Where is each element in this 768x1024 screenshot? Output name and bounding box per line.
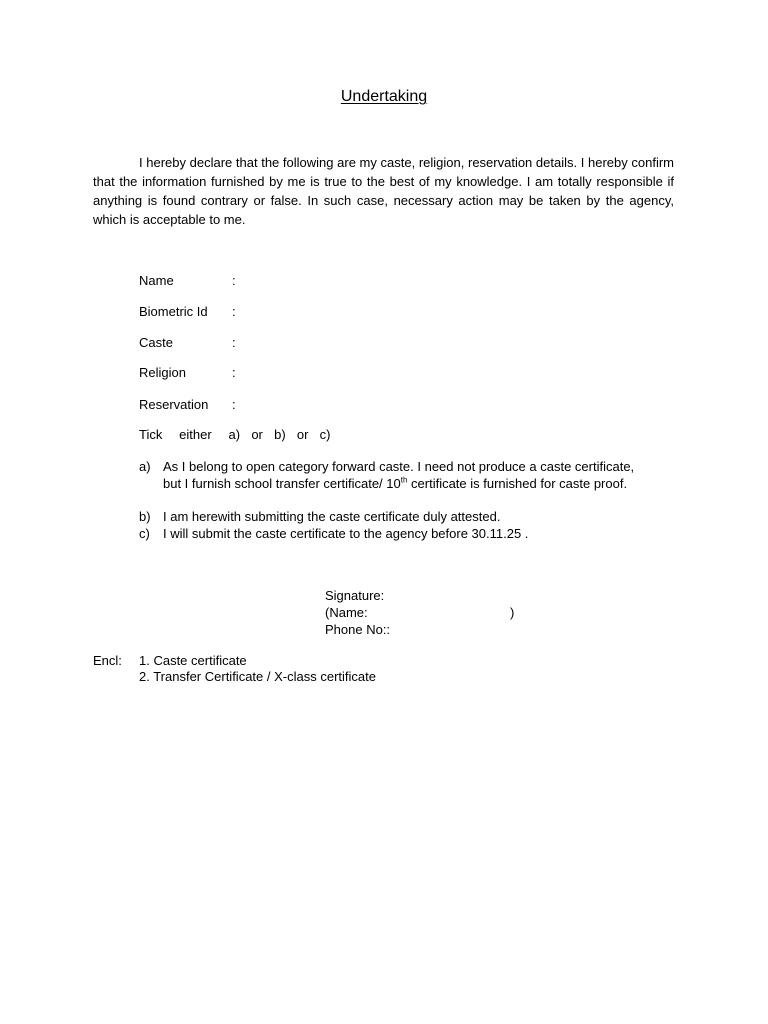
signature-name-label: (Name: [325,605,368,620]
option-text [163,458,634,492]
option-a-line2-after: certificate is furnished for caste proof. [407,476,628,491]
option-text: I will submit the caste certificate to the agency before 30.11.25 . [163,526,529,541]
field-colon: : [232,335,236,350]
field-reservation [139,396,236,414]
field-colon: : [232,365,236,380]
signature-name-close: ) [510,605,515,620]
signature-label: Signature: [325,588,385,603]
field-colon: : [232,273,236,288]
field-colon: : [232,304,236,319]
option-marker: a) [139,459,151,474]
signature-block [325,587,515,638]
field-name [139,272,236,290]
field-label: Name [139,273,174,288]
declaration-paragraph: I hereby declare that the following are my caste, religion, reservation details. I hereby confirm that the information furnished by me is true to the best of my knowledge. I am totally responsible if anything is found contrary or false. In such case, necessary action may be taken by the agency, which is acceptable to me. [93,155,674,227]
enclosures [93,653,376,685]
enclosures-label: Encl: [93,653,122,668]
option-c [139,525,528,542]
option-a [139,458,634,492]
enclosure-item: 1. Caste certificate [139,653,247,668]
option-a-line1: As I belong to open category forward caste. I need not produce a caste certificate, [163,459,635,474]
option-marker: c) [139,526,150,541]
option-a-line2-before: but I furnish school transfer certificate/ 10 [163,476,401,491]
field-caste [139,334,236,352]
signature-name-line [325,604,515,621]
field-biometric-id [139,303,236,321]
option-text: I am herewith submitting the caste certificate duly attested. [163,509,501,524]
tick-instruction: Tick either a) or b) or c) [139,427,331,442]
field-label: Caste [139,335,173,350]
document-title: Undertaking [340,88,428,105]
enclosure-item: 2. Transfer Certificate / X-class certificate [139,669,376,684]
field-label: Religion [139,365,186,380]
superscript-th: th [400,475,408,485]
field-label: Reservation [139,397,209,412]
option-b [139,508,500,525]
field-colon: : [232,397,236,412]
field-religion [139,364,236,382]
option-marker: b) [139,509,151,524]
enclosures-list [139,653,376,685]
field-label: Biometric Id [139,304,208,319]
phone-label: Phone No:: [325,622,391,637]
